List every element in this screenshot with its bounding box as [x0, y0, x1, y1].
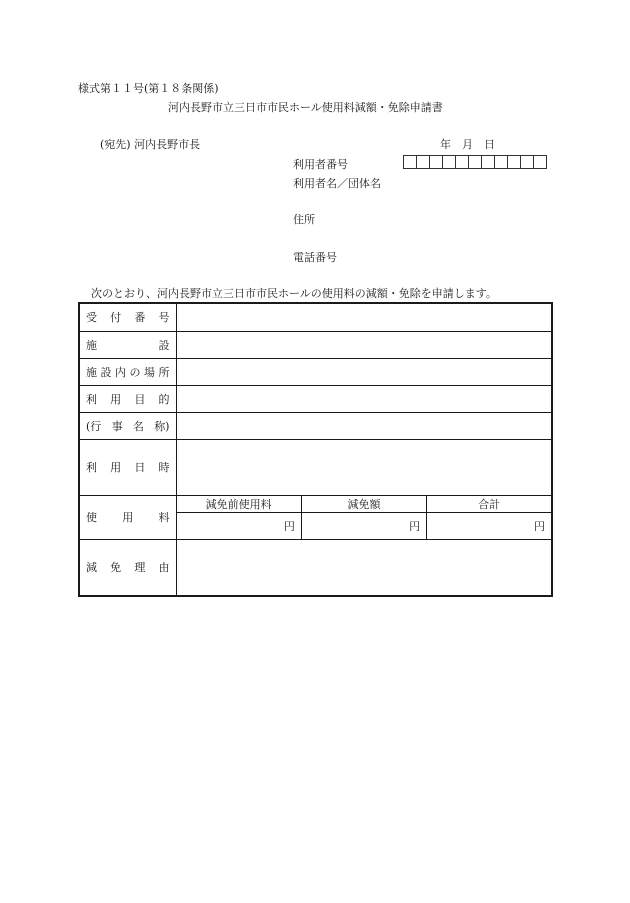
label-char: の: [129, 365, 141, 379]
label-char: 使: [86, 511, 97, 524]
form-number: 様式第１１号(第１８条関係): [78, 82, 219, 95]
label-char: 減: [86, 561, 97, 575]
table-row: [79, 412, 552, 439]
row-label: [79, 331, 176, 358]
label-char: 理: [134, 561, 146, 575]
reason-row: [79, 539, 552, 596]
digit-box[interactable]: [403, 155, 417, 169]
label-char: 設: [158, 338, 170, 352]
fee-column-header: 減免額: [301, 495, 426, 512]
label-char: 免: [110, 561, 122, 575]
user-number-label: 利用者番号: [293, 158, 348, 171]
phone-label: 電話番号: [293, 251, 337, 264]
table-row: [79, 331, 552, 358]
digit-box[interactable]: [481, 155, 495, 169]
label-char: 日: [134, 461, 146, 474]
document-title: 河内長野市立三日市市民ホール使用料減額・免除申請書: [168, 101, 443, 114]
label-char: 利: [86, 461, 97, 474]
addressee: (宛先) 河内長野市長: [100, 138, 201, 151]
row-value[interactable]: [176, 439, 552, 495]
row-label: [79, 439, 176, 495]
intro-text: 次のとおり、河内長野市立三日市市民ホールの使用料の減額・免除を申請します。: [91, 287, 497, 300]
digit-box[interactable]: [468, 155, 482, 169]
row-value[interactable]: [176, 358, 552, 385]
digit-box[interactable]: [494, 155, 508, 169]
label-char: 付: [110, 311, 122, 325]
label-char: 料: [158, 511, 170, 524]
reason-label: [79, 539, 176, 596]
reason-value[interactable]: [176, 539, 552, 596]
fee-value-cell[interactable]: 円: [176, 512, 301, 539]
label-char: 時: [158, 461, 170, 474]
label-char: 施: [86, 365, 97, 379]
address-label: 住所: [293, 213, 315, 226]
user-name-label: 利用者名／団体名: [293, 177, 381, 190]
row-label: [79, 303, 176, 331]
row-value[interactable]: [176, 303, 552, 331]
row-label: [79, 358, 176, 385]
label-char: 内: [115, 365, 126, 379]
label-char: 施: [86, 338, 97, 352]
digit-box[interactable]: [429, 155, 443, 169]
digit-box[interactable]: [507, 155, 521, 169]
label-char: 用: [110, 392, 122, 406]
table-row: [79, 358, 552, 385]
label-char: 称): [154, 419, 170, 433]
row-label: [79, 412, 176, 439]
fee-header-row: [79, 495, 552, 512]
label-char: 番: [134, 311, 146, 325]
row-value[interactable]: [176, 385, 552, 412]
row-label: [79, 385, 176, 412]
row-value[interactable]: [176, 331, 552, 358]
label-char: (行: [86, 419, 102, 433]
label-char: 用: [122, 511, 134, 524]
label-char: 場: [144, 365, 155, 379]
row-value[interactable]: [176, 412, 552, 439]
label-char: 設: [100, 365, 112, 379]
label-char: 用: [110, 461, 122, 474]
digit-box[interactable]: [416, 155, 430, 169]
label-char: 利: [86, 392, 97, 406]
date-line: 年 月 日: [440, 138, 495, 151]
fee-value-cell[interactable]: 円: [301, 512, 426, 539]
fee-label: [79, 495, 176, 539]
table-row: [79, 439, 552, 495]
fee-value-cell[interactable]: 円: [427, 512, 552, 539]
digit-box[interactable]: [442, 155, 456, 169]
fee-column-header: 合計: [427, 495, 552, 512]
digit-box[interactable]: [520, 155, 534, 169]
label-char: 的: [158, 392, 170, 406]
label-char: 由: [158, 561, 170, 575]
label-char: 号: [158, 311, 170, 325]
fee-column-header: 減免前使用料: [176, 495, 301, 512]
label-char: 名: [132, 419, 144, 433]
digit-box[interactable]: [455, 155, 469, 169]
label-char: 事: [111, 419, 123, 433]
table-row: [79, 303, 552, 331]
digit-box[interactable]: [533, 155, 547, 169]
table-row: [79, 385, 552, 412]
user-number-boxes[interactable]: [404, 155, 547, 169]
label-char: 所: [158, 365, 170, 379]
application-table: [78, 302, 553, 597]
label-char: 目: [134, 392, 146, 406]
label-char: 受: [86, 311, 97, 325]
